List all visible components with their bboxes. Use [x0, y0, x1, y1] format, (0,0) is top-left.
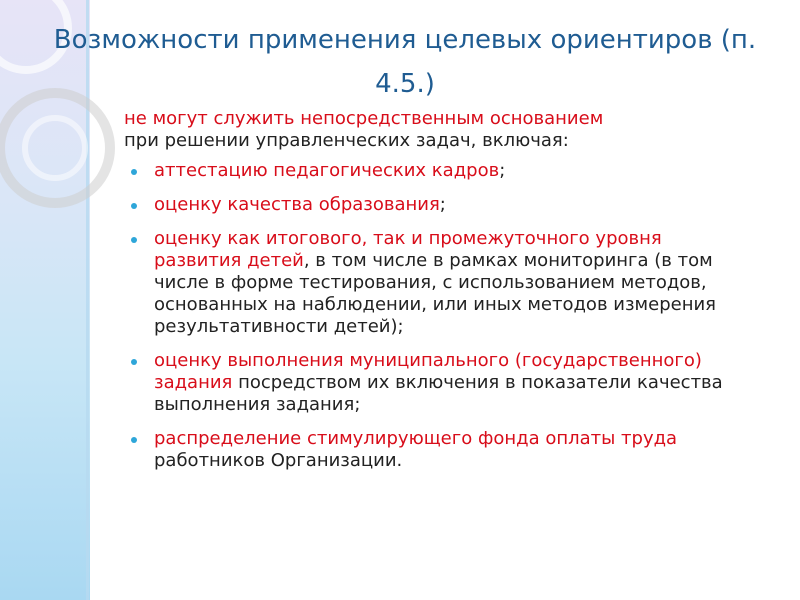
item-highlight: оценку качества образования	[154, 194, 440, 215]
slide-title: Возможности применения целевых ориентиров (п. 4.5.)	[53, 25, 757, 99]
list-item	[124, 350, 744, 416]
intro-highlight: не могут служить непосредственным основанием	[124, 108, 604, 129]
decorative-circle	[22, 115, 88, 181]
intro-rest: при решении управленческих задач, включая:	[124, 130, 569, 151]
item-text: работников Организации.	[154, 450, 403, 471]
item-text: ;	[439, 194, 446, 215]
bullet-icon	[131, 169, 137, 175]
bullet-icon	[131, 203, 137, 209]
item-text: посредством их включения в показатели качества выполнения задания;	[154, 372, 723, 415]
item-highlight: оценку выполнения муниципального (государственного) задания	[154, 350, 702, 393]
item-text: ;	[499, 160, 506, 181]
bullet-icon	[131, 237, 137, 243]
slide-body	[124, 108, 744, 484]
intro-text	[124, 108, 744, 152]
bullet-list	[124, 160, 744, 472]
list-item	[124, 228, 744, 338]
list-item	[124, 428, 744, 472]
item-text: , в том числе в рамках мониторинга (в том числе в форме тестирования, с использованием методов, основанных на наблюдении, или иных методов измерения результативности детей);	[154, 250, 716, 337]
list-item	[124, 194, 744, 216]
item-highlight: аттестацию педагогических кадров	[154, 160, 500, 181]
bullet-icon	[131, 437, 137, 443]
bullet-icon	[131, 359, 137, 365]
item-highlight: распределение стимулирующего фонда оплаты труда	[154, 428, 678, 449]
list-item	[124, 160, 744, 182]
item-highlight: оценку как итогового, так и промежуточного уровня развития детей	[154, 228, 662, 271]
